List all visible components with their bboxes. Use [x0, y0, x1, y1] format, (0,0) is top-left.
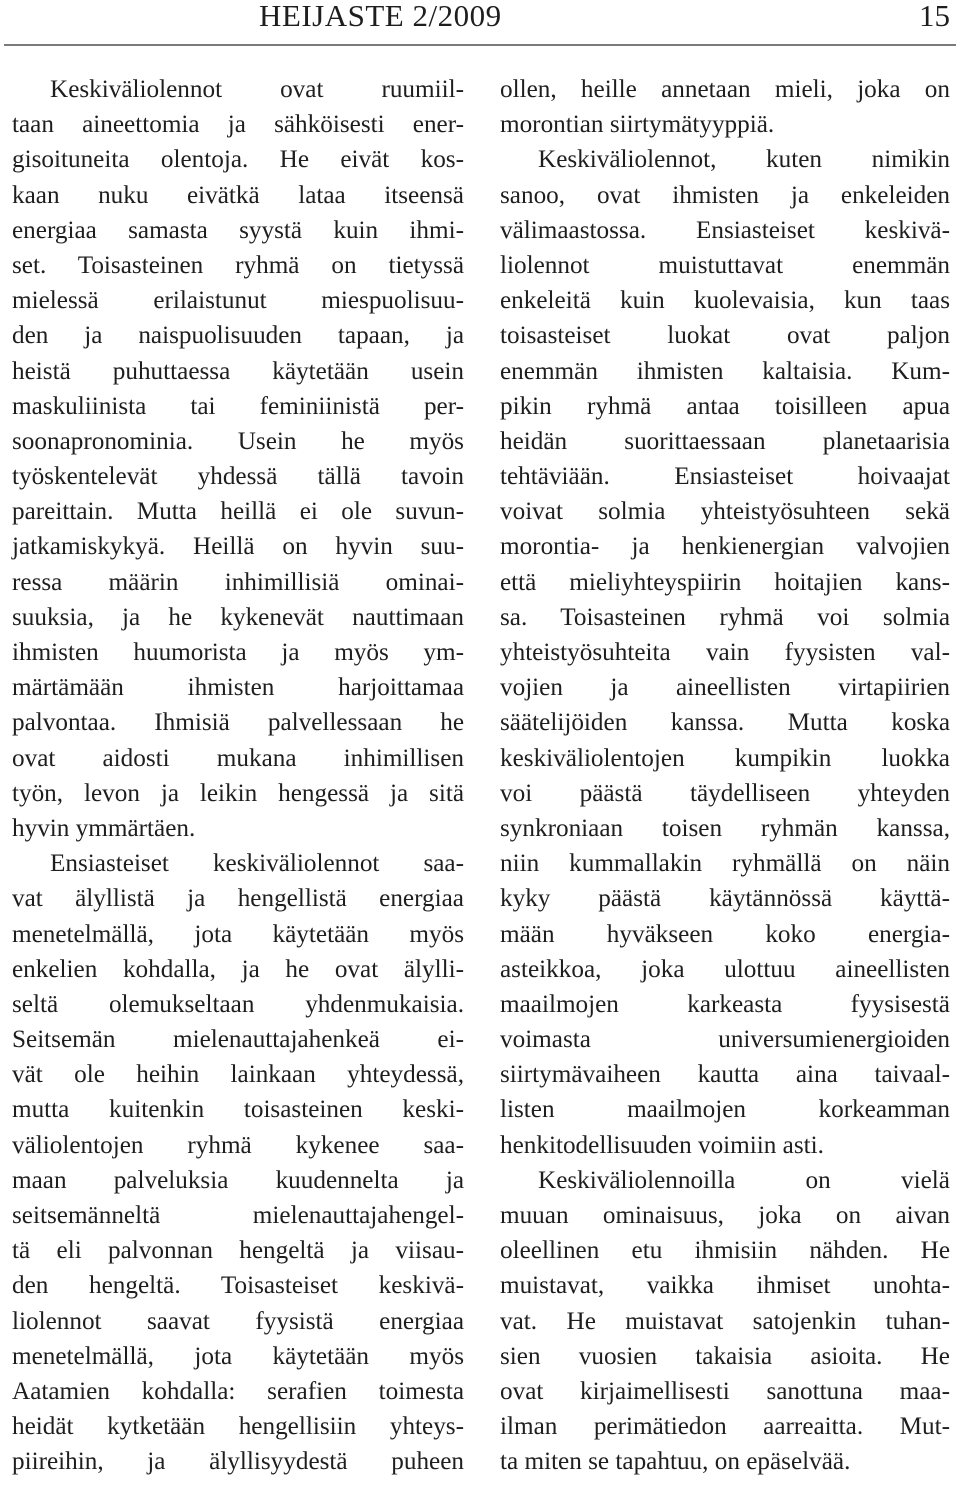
text-line: synkroniaan toisen ryhmän kanssa, — [500, 814, 950, 842]
text-line: voivat solmia yhteistyösuhteen sekä — [500, 498, 950, 526]
text-line: ovat aidosti mukana inhimillisen — [12, 744, 464, 772]
text-line: työn, levon ja leikin hengessä ja sitä — [12, 779, 464, 807]
text-line: pareittain. Mutta heillä ei ole suvun- — [12, 498, 464, 526]
text-line: piireihin, ja älyllisyydestä puheen — [12, 1448, 464, 1476]
text-line: jatkamiskykyä. Heillä on hyvin suu- — [12, 533, 464, 561]
text-line: heidän suorittaessaan planetaarisia — [500, 427, 950, 455]
page-number: 15 — [919, 0, 950, 33]
text-line: taan aineettomia ja sähköisesti ener- — [12, 111, 464, 139]
text-line: yhteistyösuhteita vain fyysisten val- — [500, 639, 950, 666]
text-line: maskuliinista tai feminiinistä per- — [12, 392, 464, 420]
left-text-column — [12, 72, 464, 1480]
text-line: sa. Toisasteinen ryhmä voi solmia — [500, 603, 950, 631]
text-line: den ja naispuolisuuden tapaan, ja — [12, 322, 464, 350]
text-line: vat älyllistä ja hengellistä energiaa — [12, 885, 464, 913]
text-line: että mieliyhteyspiirin hoitajien kans- — [500, 568, 950, 596]
text-line: väliolentojen ryhmä kykenee saa- — [12, 1131, 464, 1159]
text-line: märtämään ihmisten harjoittamaa — [12, 674, 464, 702]
text-line: niin kummallakin ryhmällä on näin — [500, 850, 950, 878]
text-line: seitsemänneltä mielenauttajahengel- — [12, 1202, 464, 1229]
text-line: keskiväliolentojen kumpikin luokka — [500, 744, 950, 772]
text-line: vojien ja aineellisten virtapiirien — [500, 674, 950, 702]
text-line: säätelijöiden kanssa. Mutta koska — [500, 709, 950, 737]
text-line: tä eli palvonnan hengeltä ja viisau- — [12, 1237, 464, 1265]
text-line: hyvin ymmärtäen. — [12, 814, 196, 842]
text-line: ovat kirjaimellisesti sanottuna maa- — [500, 1377, 950, 1405]
text-line: toisasteiset luokat ovat paljon — [500, 322, 950, 350]
text-line: tehtäviään. Ensiasteiset hoivaajat — [500, 463, 950, 491]
text-line: henkitodellisuuden voimiin asti. — [500, 1131, 824, 1159]
text-line: Keskiväliolennoilla on vielä — [538, 1166, 950, 1194]
text-line: morontia- ja henkienergian valvojien — [500, 533, 950, 561]
text-line: gisoituneita olentoja. He eivät kos- — [12, 146, 464, 174]
text-line: ollen, heille annetaan mieli, joka on — [500, 76, 950, 103]
text-line: menetelmällä, jota käytetään myös — [12, 1342, 464, 1370]
header-rule — [4, 44, 956, 46]
text-line: sien vuosien takaisia asioita. He — [500, 1342, 950, 1370]
text-line: energiaa samasta syystä kuin ihmi- — [12, 216, 464, 244]
text-line: liolennot saavat fyysistä energiaa — [12, 1307, 464, 1335]
text-line: Ensiasteiset keskiväliolennot saa- — [50, 850, 464, 878]
text-line: muuan ominaisuus, joka on aivan — [500, 1202, 950, 1229]
text-line: enkelien kohdalla, ja he ovat älylli- — [12, 955, 464, 983]
text-line: Aatamien kohdalla: serafien toimesta — [12, 1377, 464, 1405]
text-line: suuksia, ja he kykenevät nauttimaan — [12, 603, 464, 631]
text-line: vat. He muistavat satojenkin tuhan- — [500, 1307, 950, 1335]
right-text-column — [500, 72, 950, 1480]
text-line: liolennot muistuttavat enemmän — [500, 251, 950, 279]
text-line: Keskiväliolennot, kuten nimikin — [538, 146, 950, 174]
text-line: palvontaa. Ihmisiä palvellessaan he — [12, 709, 464, 737]
text-line: listen maailmojen korkeamman — [500, 1096, 950, 1124]
text-line: maan palveluksia kuudennelta ja — [12, 1166, 464, 1194]
text-line: ta miten se tapahtuu, on epäselvää. — [500, 1448, 851, 1476]
text-line: välimaastossa. Ensiasteiset keskivä- — [500, 216, 950, 244]
text-line: sanoo, ovat ihmisten ja enkeleiden — [500, 181, 950, 209]
text-line: työskentelevät yhdessä tällä tavoin — [12, 463, 464, 491]
text-line: asteikkoa, joka ulottuu aineellisten — [500, 955, 950, 983]
text-line: set. Toisasteinen ryhmä on tietyssä — [12, 251, 464, 279]
text-line: ihmisten huumorista ja myös ym- — [12, 639, 464, 666]
text-line: mutta kuitenkin toisasteinen keski- — [12, 1096, 464, 1124]
text-line: Seitsemän mielenauttajahenkeä ei- — [12, 1026, 464, 1054]
text-line: oleellinen etu ihmisiin nähden. He — [500, 1237, 950, 1265]
page-header — [0, 0, 960, 46]
text-line: heistä puhuttaessa käytetään usein — [12, 357, 464, 385]
journal-title: HEIJASTE 2/2009 — [259, 0, 502, 33]
text-line: kaan nuku eivätkä lataa itseensä — [12, 181, 464, 209]
text-line: voimasta universumienergioiden — [500, 1026, 950, 1054]
text-line: voi päästä täydelliseen yhteyden — [500, 779, 950, 807]
text-line: soonapronominia. Usein he myös — [12, 427, 464, 455]
text-line: Keskiväliolennot ovat ruumiil- — [50, 76, 464, 103]
text-line: siirtymävaiheen kautta aina taivaal- — [500, 1061, 950, 1089]
text-line: ressa määrin inhimillisiä ominai- — [12, 568, 464, 596]
text-line: enemmän ihmisten kaltaisia. Kum- — [500, 357, 950, 385]
text-line: vät ole heihin lainkaan yhteydessä, — [12, 1061, 464, 1089]
text-line: enkeleitä kuin kuolevaisia, kun taas — [500, 287, 950, 315]
text-line: mielessä erilaistunut miespuolisuu- — [12, 287, 464, 315]
text-line: den hengeltä. Toisasteiset keskivä- — [12, 1272, 464, 1300]
text-line: kyky päästä käytännössä käyttä- — [500, 885, 950, 913]
text-line: seltä olemukseltaan yhdenmukaisia. — [12, 990, 464, 1018]
text-line: maailmojen karkeasta fyysisestä — [500, 990, 950, 1018]
text-line: pikin ryhmä antaa toisilleen apua — [500, 392, 950, 420]
text-line: menetelmällä, jota käytetään myös — [12, 920, 464, 948]
text-line: heidät kytketään hengellisiin yhteys- — [12, 1413, 464, 1441]
text-line: muistavat, vaikka ihmiset unohta- — [500, 1272, 950, 1300]
text-line: mään hyväkseen koko energia- — [500, 920, 950, 948]
text-line: ilman perimätiedon aarreaitta. Mut- — [500, 1413, 950, 1441]
text-line: morontian siirtymätyyppiä. — [500, 111, 775, 139]
